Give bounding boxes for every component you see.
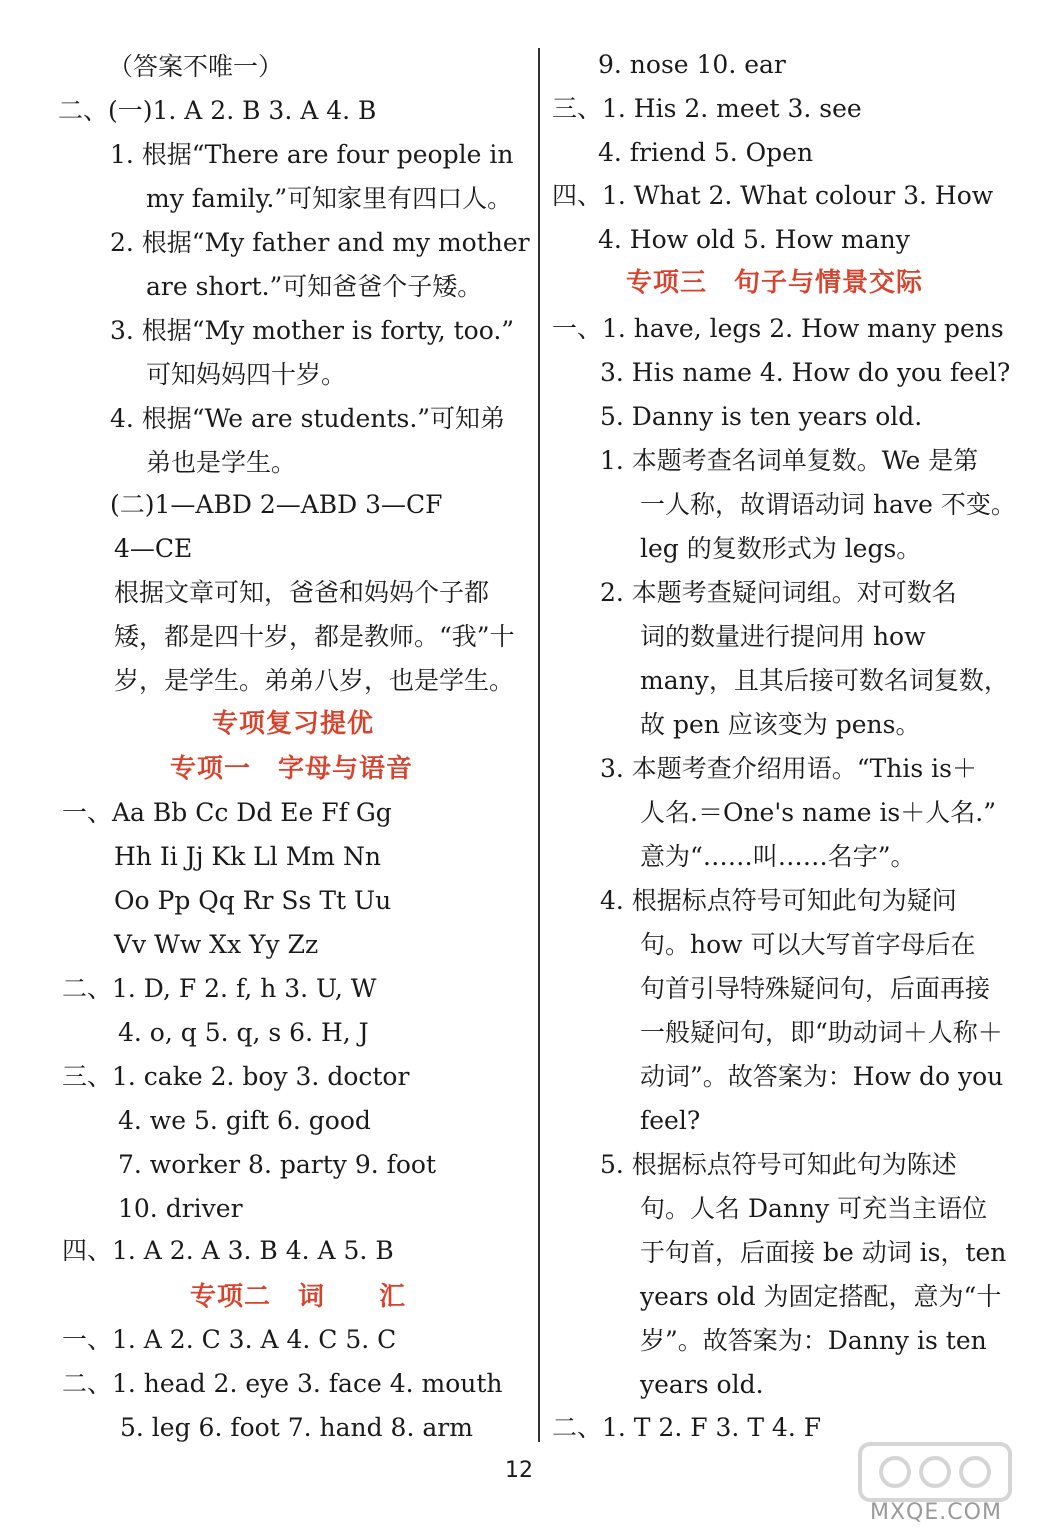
section-3-answers-cont: 7. worker 8. party 9. foot [118, 1150, 437, 1179]
note-answer-not-unique: （答案不唯一） [108, 52, 284, 81]
heading-review: 专项复习提优 [212, 709, 375, 739]
sentence-section-2: 二、1. T 2. F 3. T 4. F [552, 1413, 822, 1442]
explain-line: 于句首，后面接 be 动词 is，ten [640, 1238, 1007, 1267]
explain-line: 2. 本题考查疑问词组。对可数名 [600, 578, 957, 607]
page-number: 12 [505, 1458, 533, 1483]
section-3-answers: 三、1. cake 2. boy 3. doctor [62, 1062, 410, 1091]
explain-line: 词的数量进行提问用 how [640, 622, 926, 651]
section-2-2-answers: (二)1—ABD 2—ABD 3—CF [110, 490, 443, 519]
explain-line: 句。人名 Danny 可充当主语位 [640, 1194, 988, 1223]
vocab-section-3-cont: 4. friend 5. Open [598, 138, 814, 167]
letters-row: Oo Pp Qq Rr Ss Tt Uu [114, 886, 392, 915]
explain-line: 故 pen 应该变为 pens。 [640, 710, 921, 739]
vocab-section-3: 三、1. His 2. meet 3. see [552, 94, 862, 123]
explain-line: 可知妈妈四十岁。 [146, 360, 347, 389]
letters-row: Hh Ii Jj Kk Ll Mm Nn [114, 842, 381, 871]
letters-row: Vv Ww Xx Yy Zz [114, 930, 319, 959]
explain-line: 弟也是学生。 [146, 448, 297, 477]
explain-line: 3. 根据“My mother is forty, too.” [110, 316, 515, 345]
vocab-section-2-cont: 5. leg 6. foot 7. hand 8. arm [120, 1413, 473, 1442]
explain-line: years old. [640, 1370, 764, 1399]
explain-line: 4. 根据标点符号可知此句为疑问 [600, 886, 957, 915]
explain-line: 句。how 可以大写首字母后在 [640, 930, 976, 959]
explain-line: 1. 根据“There are four people in [110, 140, 514, 169]
explain-line: 句首引导特殊疑问句，后面再接 [640, 974, 991, 1003]
letters-row: 一、Aa Bb Cc Dd Ee Ff Gg [62, 798, 392, 827]
sentence-section-1: 一、1. have, legs 2. How many pens [552, 314, 1004, 343]
section-2-1-answers: 二、(一)1. A 2. B 3. A 4. B [58, 96, 377, 125]
heading-topic-3: 专项三 句子与情景交际 [626, 268, 924, 298]
explain-line: 5. 根据标点符号可知此句为陈述 [600, 1150, 957, 1179]
explain-line: 4. 根据“We are students.”可知弟 [110, 404, 506, 433]
section-3-answers-cont: 10. driver [118, 1194, 243, 1223]
vocab-section-2-end: 9. nose 10. ear [598, 50, 786, 79]
explain-line: 一般疑问句，即“助动词＋人称＋ [640, 1018, 1003, 1047]
explain-line: 1. 本题考查名词单复数。We 是第 [600, 446, 979, 475]
sentence-section-1-cont: 5. Danny is ten years old. [600, 402, 923, 431]
section-2-answers-cont: 4. o, q 5. q, s 6. H, J [118, 1018, 369, 1047]
explain-line: 人名.＝One's name is＋人名.” [640, 798, 996, 827]
sentence-section-1-cont: 3. His name 4. How do you feel? [600, 358, 1011, 387]
section-2-answers: 二、1. D, F 2. f, h 3. U, W [62, 974, 377, 1003]
explain-line: are short.”可知爸爸个子矮。 [146, 272, 483, 301]
section-4-answers: 四、1. A 2. A 3. B 4. A 5. B [62, 1236, 394, 1265]
explain-line: years old 为固定搭配，意为“十 [640, 1282, 1002, 1311]
explain-line: 动词”。故答案为：How do you [640, 1062, 1004, 1091]
explain-line: feel? [640, 1106, 701, 1135]
summary-line: 岁，是学生。弟弟八岁，也是学生。 [114, 666, 515, 695]
explain-line: 一人称，故谓语动词 have 不变。 [640, 490, 1016, 519]
explain-line: many，且其后接可数名词复数， [640, 666, 1009, 695]
vocab-section-4-cont: 4. How old 5. How many [598, 225, 910, 254]
section-2-2-answers-cont: 4—CE [114, 534, 193, 563]
explain-line: 2. 根据“My father and my mother [110, 228, 530, 257]
explain-line: 3. 本题考查介绍用语。“This is＋ [600, 754, 977, 783]
summary-line: 根据文章可知，爸爸和妈妈个子都 [114, 578, 490, 607]
vocab-section-1: 一、1. A 2. C 3. A 4. C 5. C [62, 1325, 397, 1354]
column-divider [538, 48, 540, 1442]
vocab-section-2: 二、1. head 2. eye 3. face 4. mouth [62, 1369, 503, 1398]
heading-topic-1: 专项一 字母与语音 [170, 754, 414, 784]
explain-line: leg 的复数形式为 legs。 [640, 534, 922, 563]
heading-topic-2: 专项二 词 汇 [190, 1282, 407, 1312]
watermark-text: MXQE.COM [870, 1500, 1002, 1525]
summary-line: 矮，都是四十岁，都是教师。“我”十 [114, 622, 515, 651]
vocab-section-4: 四、1. What 2. What colour 3. How [552, 181, 994, 210]
explain-line: my family.”可知家里有四口人。 [146, 184, 513, 213]
explain-line: 意为“……叫……名字”。 [640, 842, 916, 871]
section-3-answers-cont: 4. we 5. gift 6. good [118, 1106, 371, 1135]
explain-line: 岁”。故答案为：Danny is ten [640, 1326, 987, 1355]
